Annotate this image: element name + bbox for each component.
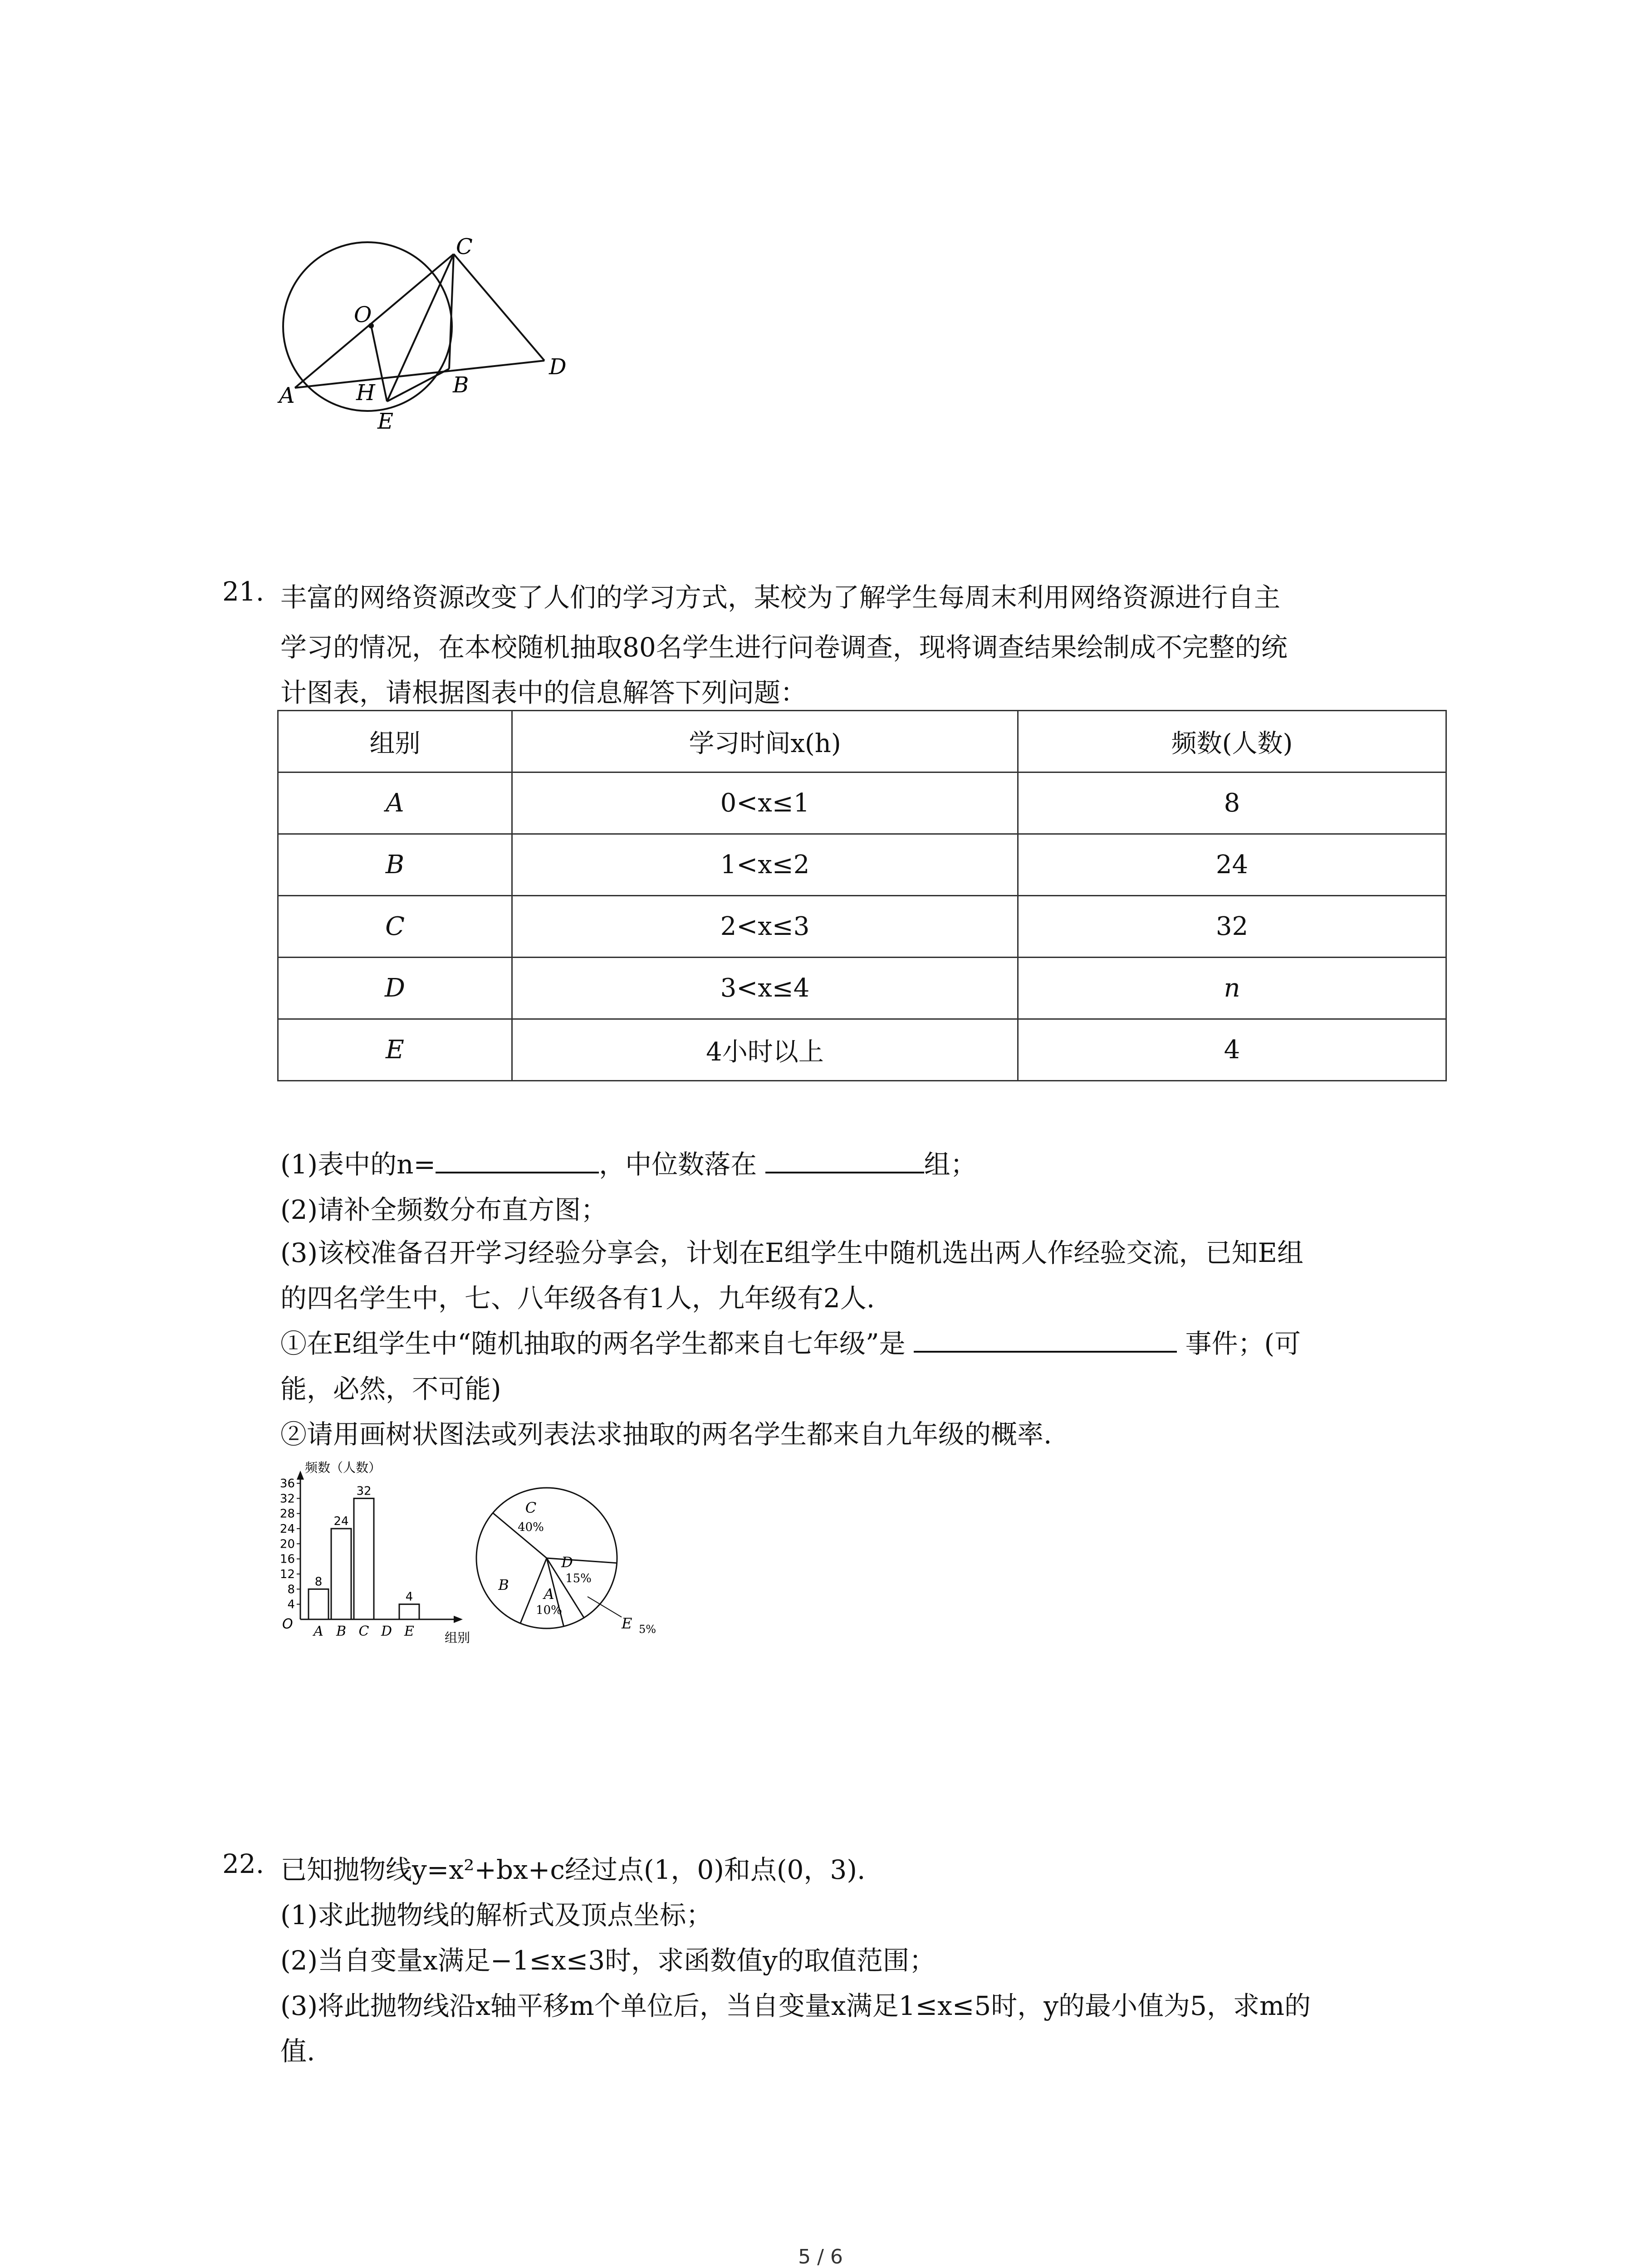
q21-sub1	[280, 1143, 1450, 1181]
q22-line-1: 已知抛物线y=x²+bx+c经过点(1，0)和点(0，3).	[280, 1854, 866, 1885]
table-header-group: 组别	[278, 711, 512, 772]
pie-slice-percent-c: 40%	[518, 1520, 544, 1534]
y-tick-label: 20	[279, 1537, 295, 1551]
bar-c	[354, 1498, 374, 1619]
bar-chart-origin: O	[282, 1616, 293, 1632]
table-cell: A	[278, 772, 512, 834]
table-cell: 3<x≤4	[512, 958, 1018, 1019]
y-tick-label: 12	[279, 1568, 295, 1581]
table-cell: 24	[1018, 834, 1446, 896]
table-row	[278, 834, 1446, 896]
label-b: B	[453, 372, 469, 398]
q21-sub3-ii: ②请用画树状图法或列表法求抽取的两名学生都来自九年级的概率.	[280, 1419, 1052, 1450]
frequency-bar-chart	[272, 1458, 499, 1649]
x-tick-label: B	[336, 1623, 347, 1639]
q21-sub1-text-c: 组；	[924, 1149, 977, 1180]
percentage-pie-chart	[472, 1470, 671, 1660]
table-cell: 8	[1018, 772, 1446, 834]
label-a: A	[279, 383, 295, 408]
q22-sub3-line-1: (3)将此抛物线沿x轴平移m个单位后，当自变量x满足1≤x≤5时，y的最小值为5，求m的	[280, 1990, 1311, 2021]
q21-frequency-table	[277, 710, 1447, 1081]
table-cell: B	[278, 834, 512, 896]
table-cell: 0<x≤1	[512, 772, 1018, 834]
page-number: 5 / 6	[798, 2245, 843, 2268]
table-cell: D	[278, 958, 512, 1019]
q21-sub3-line-2: 的四名学生中，七、八年级各有1人，九年级有2人.	[280, 1283, 875, 1314]
pie-slice-percent-a: 10%	[536, 1603, 562, 1617]
q21-sub3-i-text-a: ①在E组学生中“随机抽取的两名学生都来自七年级”是	[280, 1328, 906, 1359]
table-row	[278, 1019, 1446, 1081]
q21-sub3-i	[280, 1322, 1450, 1360]
q21-sub3-i-line-2: 能，必然，不可能)	[280, 1374, 501, 1404]
bar-e	[399, 1604, 419, 1619]
pie-slice-label-e: E	[622, 1615, 632, 1632]
x-tick-label: D	[381, 1623, 392, 1639]
bar-value-label: 8	[314, 1575, 323, 1589]
table-row	[278, 958, 1446, 1019]
bar-value-label: 4	[405, 1590, 413, 1604]
segment-cd	[454, 254, 544, 361]
pie-slice-percent-e: 5%	[639, 1623, 656, 1636]
y-tick-label: 8	[287, 1583, 295, 1597]
pie-chart-slices	[476, 1488, 656, 1636]
table-cell: 1<x≤2	[512, 834, 1018, 896]
answer-blank-n[interactable]	[436, 1147, 599, 1173]
bar-chart-bars	[309, 1484, 419, 1619]
q21-sub1-text-b: ，中位数落在	[599, 1149, 757, 1180]
table-header-time: 学习时间x(h)	[512, 711, 1018, 772]
y-axis-arrow	[297, 1471, 304, 1480]
x-tick-label: C	[358, 1623, 369, 1639]
segment-ce	[387, 254, 454, 401]
q21-number: 21.	[222, 576, 265, 607]
pie-slice-label-b: B	[498, 1576, 509, 1593]
table-cell: 2<x≤3	[512, 896, 1018, 958]
pie-slice-percent-d: 15%	[565, 1572, 592, 1585]
q21-intro-line-1: 丰富的网络资源改变了人们的学习方式，某校为了解学生每周末利用网络资源进行自主	[280, 582, 1281, 613]
geometry-figure	[254, 218, 617, 454]
y-tick-label: 16	[279, 1552, 295, 1566]
label-e: E	[377, 409, 394, 434]
bar-chart-ylabel: 频数（人数）	[305, 1460, 382, 1475]
table-cell: E	[278, 1019, 512, 1081]
label-h: H	[356, 380, 375, 406]
q21-sub3-line-1: (3)该校准备召开学习经验分享会，计划在E组学生中随机选出两人作经验交流，已知E组	[280, 1237, 1303, 1268]
bar-value-label: 24	[333, 1515, 349, 1528]
bar-value-label: 32	[356, 1484, 372, 1498]
label-c: C	[456, 234, 473, 259]
table-cell: n	[1018, 958, 1446, 1019]
table-header-frequency: 频数(人数)	[1018, 711, 1446, 772]
table-cell: 32	[1018, 896, 1446, 958]
segment-ca	[295, 254, 454, 388]
label-d: D	[549, 354, 567, 380]
answer-blank-event-type[interactable]	[914, 1326, 1177, 1353]
q21-sub2: (2)请补全频数分布直方图；	[280, 1194, 607, 1225]
q22-sub1: (1)求此抛物线的解析式及顶点坐标；	[280, 1900, 713, 1931]
bar-a	[309, 1589, 328, 1619]
table-cell: 4小时以上	[512, 1019, 1018, 1081]
bar-b	[331, 1529, 351, 1619]
q21-sub1-text-a: (1)表中的n=	[280, 1149, 436, 1180]
q21-sub3-i-text-b: 事件；(可	[1185, 1328, 1301, 1359]
pie-slice-label-a: A	[544, 1585, 554, 1603]
table-cell: 4	[1018, 1019, 1446, 1081]
label-o: O	[354, 302, 372, 327]
x-tick-label: E	[404, 1623, 414, 1639]
table-cell: C	[278, 896, 512, 958]
x-tick-label: A	[314, 1623, 323, 1639]
y-tick-label: 4	[287, 1598, 295, 1612]
y-tick-label: 32	[279, 1492, 295, 1506]
pie-slice-label-c: C	[525, 1499, 537, 1516]
q21-intro-line-3: 计图表，请根据图表中的信息解答下列问题：	[280, 677, 807, 708]
answer-blank-median-group[interactable]	[765, 1147, 924, 1173]
y-tick-label: 36	[279, 1477, 295, 1491]
q21-intro-line-2: 学习的情况，在本校随机抽取80名学生进行问卷调查，现将调查结果绘制成不完整的统	[280, 632, 1288, 663]
q22-sub3-line-2: 值.	[280, 2036, 315, 2067]
y-tick-label: 24	[279, 1522, 295, 1536]
pie-slice-label-d: D	[561, 1554, 573, 1571]
y-tick-label: 28	[279, 1507, 295, 1521]
table-row	[278, 896, 1446, 958]
table-header-row	[278, 711, 1446, 772]
q22-number: 22.	[222, 1848, 265, 1879]
bar-chart-xlabel: 组别	[445, 1630, 470, 1645]
q22-sub2: (2)当自变量x满足−1≤x≤3时，求函数值y的取值范围；	[280, 1945, 936, 1976]
x-axis-arrow	[454, 1616, 463, 1623]
table-row	[278, 772, 1446, 834]
